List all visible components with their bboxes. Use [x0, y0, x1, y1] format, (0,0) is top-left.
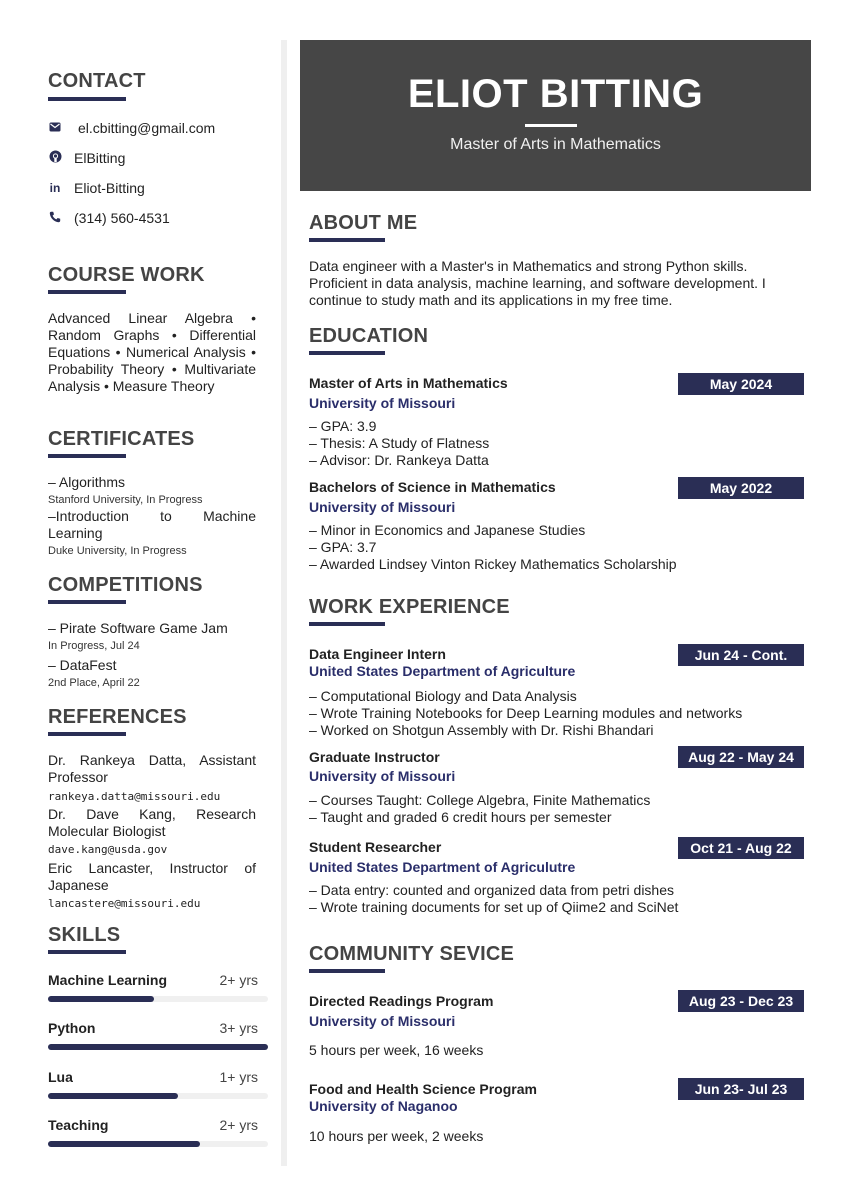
service-organization: University of Missouri — [309, 1013, 456, 1029]
contact-email[interactable] — [48, 120, 215, 136]
service-detail: 5 hours per week, 16 weeks — [309, 1042, 484, 1058]
about-heading: ABOUT ME — [309, 212, 418, 234]
contact-phone-text: (314) 560-4531 — [74, 210, 170, 226]
about-heading-rule — [309, 238, 385, 242]
education-heading: EDUCATION — [309, 325, 429, 347]
competition-title: – Pirate Software Game Jam — [48, 620, 228, 636]
contact-heading: CONTACT — [48, 70, 146, 92]
job-organization: University of Missouri — [309, 768, 456, 784]
date-badge: Jun 23- Jul 23 — [678, 1078, 804, 1100]
sidebar — [0, 0, 288, 1168]
education-title: Master of Arts in Mathematics — [309, 375, 508, 391]
coursework-text: Advanced Linear Algebra • Random Graphs • Differential Equations • Numerical Analysis • Probability Theory • Multivariate Analysis • Measure Theory — [48, 310, 256, 394]
date-badge: Oct 21 - Aug 22 — [678, 837, 804, 859]
skill-name: Machine Learning — [48, 972, 168, 988]
date-badge: May 2024 — [678, 373, 804, 395]
skill-name: Python — [48, 1020, 96, 1036]
contact-github[interactable] — [48, 150, 125, 166]
education-title: Bachelors of Science in Mathematics — [309, 479, 556, 495]
competitions-heading-rule — [48, 600, 126, 604]
certificate-note: Stanford University, In Progress — [48, 494, 203, 506]
job-title: Graduate Instructor — [309, 749, 440, 765]
education-heading-rule — [309, 351, 385, 355]
skills-heading: SKILLS — [48, 924, 121, 946]
job-organization: United States Department of Agriculutre — [309, 859, 576, 875]
reference-name: Eric Lancaster, Instructor of Japanese — [48, 860, 256, 893]
job-bullet: – Wrote Training Notebooks for Deep Learning modules and networks — [309, 705, 743, 721]
contact-email-text: el.cbitting@gmail.com — [78, 120, 216, 136]
about-text: Data engineer with a Master's in Mathematics and strong Python skills. Proficient in data analysis, machine learning, and software development. I continue to study math and its applications in my free time. — [309, 258, 766, 308]
reference-name: Dr. Dave Kang, Research Molecular Biologist — [48, 806, 256, 839]
work-heading: WORK EXPERIENCE — [309, 596, 510, 618]
contact-phone[interactable] — [48, 210, 170, 226]
certificate-note: Duke University, In Progress — [48, 545, 187, 557]
contact-heading-rule — [48, 97, 126, 101]
education-bullet: – GPA: 3.9 — [309, 418, 377, 434]
skill-bar — [48, 1093, 268, 1099]
reference-email[interactable]: lancastere@missouri.edu — [48, 897, 201, 910]
certificates-heading-rule — [48, 454, 126, 458]
certificate-title: –Introduction to Machine Learning — [48, 508, 256, 541]
date-badge: Aug 22 - May 24 — [678, 746, 804, 768]
phone-icon — [48, 211, 62, 226]
skill-years: 1+ yrs — [219, 1069, 258, 1085]
education-bullet: – Minor in Economics and Japanese Studies — [309, 522, 586, 538]
date-badge: Aug 23 - Dec 23 — [678, 990, 804, 1012]
job-bullet: – Taught and graded 6 credit hours per semester — [309, 809, 612, 825]
github-icon — [48, 150, 62, 166]
certificates-heading: CERTIFICATES — [48, 428, 195, 450]
coursework-heading: COURSE WORK — [48, 264, 205, 286]
sidebar-divider — [281, 40, 287, 1166]
competitions-heading: COMPETITIONS — [48, 574, 203, 596]
job-bullet: – Data entry: counted and organized data from petri dishes — [309, 882, 674, 898]
service-title: Directed Readings Program — [309, 993, 494, 1009]
skill-bar-fill — [48, 996, 154, 1002]
competition-note: 2nd Place, April 22 — [48, 677, 140, 689]
linkedin-icon: in — [49, 181, 61, 195]
job-title: Student Researcher — [309, 839, 442, 855]
skill-name: Lua — [48, 1069, 73, 1085]
service-detail: 10 hours per week, 2 weeks — [309, 1128, 484, 1144]
education-bullet: – Awarded Lindsey Vinton Rickey Mathematics Scholarship — [309, 556, 677, 572]
degree-subtitle: Master of Arts in Mathematics — [450, 136, 661, 153]
name-header — [300, 40, 811, 191]
job-bullet: – Computational Biology and Data Analysis — [309, 688, 577, 704]
education-institution: University of Missouri — [309, 499, 456, 515]
references-heading-rule — [48, 732, 126, 736]
education-bullet: – Advisor: Dr. Rankeya Datta — [309, 452, 489, 468]
envelope-icon — [48, 121, 62, 135]
reference-email[interactable]: dave.kang@usda.gov — [48, 843, 168, 856]
service-organization: University of Naganoo — [309, 1098, 458, 1114]
service-title: Food and Health Science Program — [309, 1081, 537, 1097]
skill-bar-fill — [48, 1141, 200, 1147]
competition-title: – DataFest — [48, 657, 117, 673]
skill-years: 3+ yrs — [219, 1020, 258, 1036]
coursework-heading-rule — [48, 290, 126, 294]
job-title: Data Engineer Intern — [309, 646, 446, 662]
contact-linkedin-text: Eliot-Bitting — [74, 180, 145, 196]
skill-name: Teaching — [48, 1117, 109, 1133]
education-bullet: – GPA: 3.7 — [309, 539, 377, 555]
skill-bar — [48, 1044, 268, 1050]
community-heading: COMMUNITY SEVICE — [309, 943, 515, 965]
contact-github-text: ElBitting — [74, 150, 126, 166]
skills-heading-rule — [48, 950, 126, 954]
job-bullet: – Wrote training documents for set up of Qiime2 and SciNet — [309, 899, 679, 915]
reference-email[interactable]: rankeya.datta@missouri.edu — [48, 790, 221, 803]
education-institution: University of Missouri — [309, 395, 456, 411]
name-rule — [525, 124, 577, 127]
community-heading-rule — [309, 969, 385, 973]
skill-years: 2+ yrs — [219, 972, 258, 988]
job-organization: United States Department of Agriculture — [309, 663, 576, 679]
skill-bar — [48, 996, 268, 1002]
references-heading: REFERENCES — [48, 706, 187, 728]
job-bullet: – Courses Taught: College Algebra, Finite Mathematics — [309, 792, 651, 808]
certificate-title: – Algorithms — [48, 474, 126, 490]
work-heading-rule — [309, 622, 385, 626]
skill-bar-fill — [48, 1093, 178, 1099]
education-bullet: – Thesis: A Study of Flatness — [309, 435, 490, 451]
contact-linkedin[interactable] — [48, 180, 145, 196]
skill-years: 2+ yrs — [219, 1117, 258, 1133]
date-badge: Jun 24 - Cont. — [678, 644, 804, 666]
skill-bar-fill — [48, 1044, 268, 1050]
person-name: ELIOT BITTING — [407, 72, 704, 116]
competition-note: In Progress, Jul 24 — [48, 640, 140, 652]
date-badge: May 2022 — [678, 477, 804, 499]
reference-name: Dr. Rankeya Datta, Assistant Professor — [48, 752, 256, 785]
skill-bar — [48, 1141, 268, 1147]
job-bullet: – Worked on Shotgun Assembly with Dr. Rishi Bhandari — [309, 722, 654, 738]
